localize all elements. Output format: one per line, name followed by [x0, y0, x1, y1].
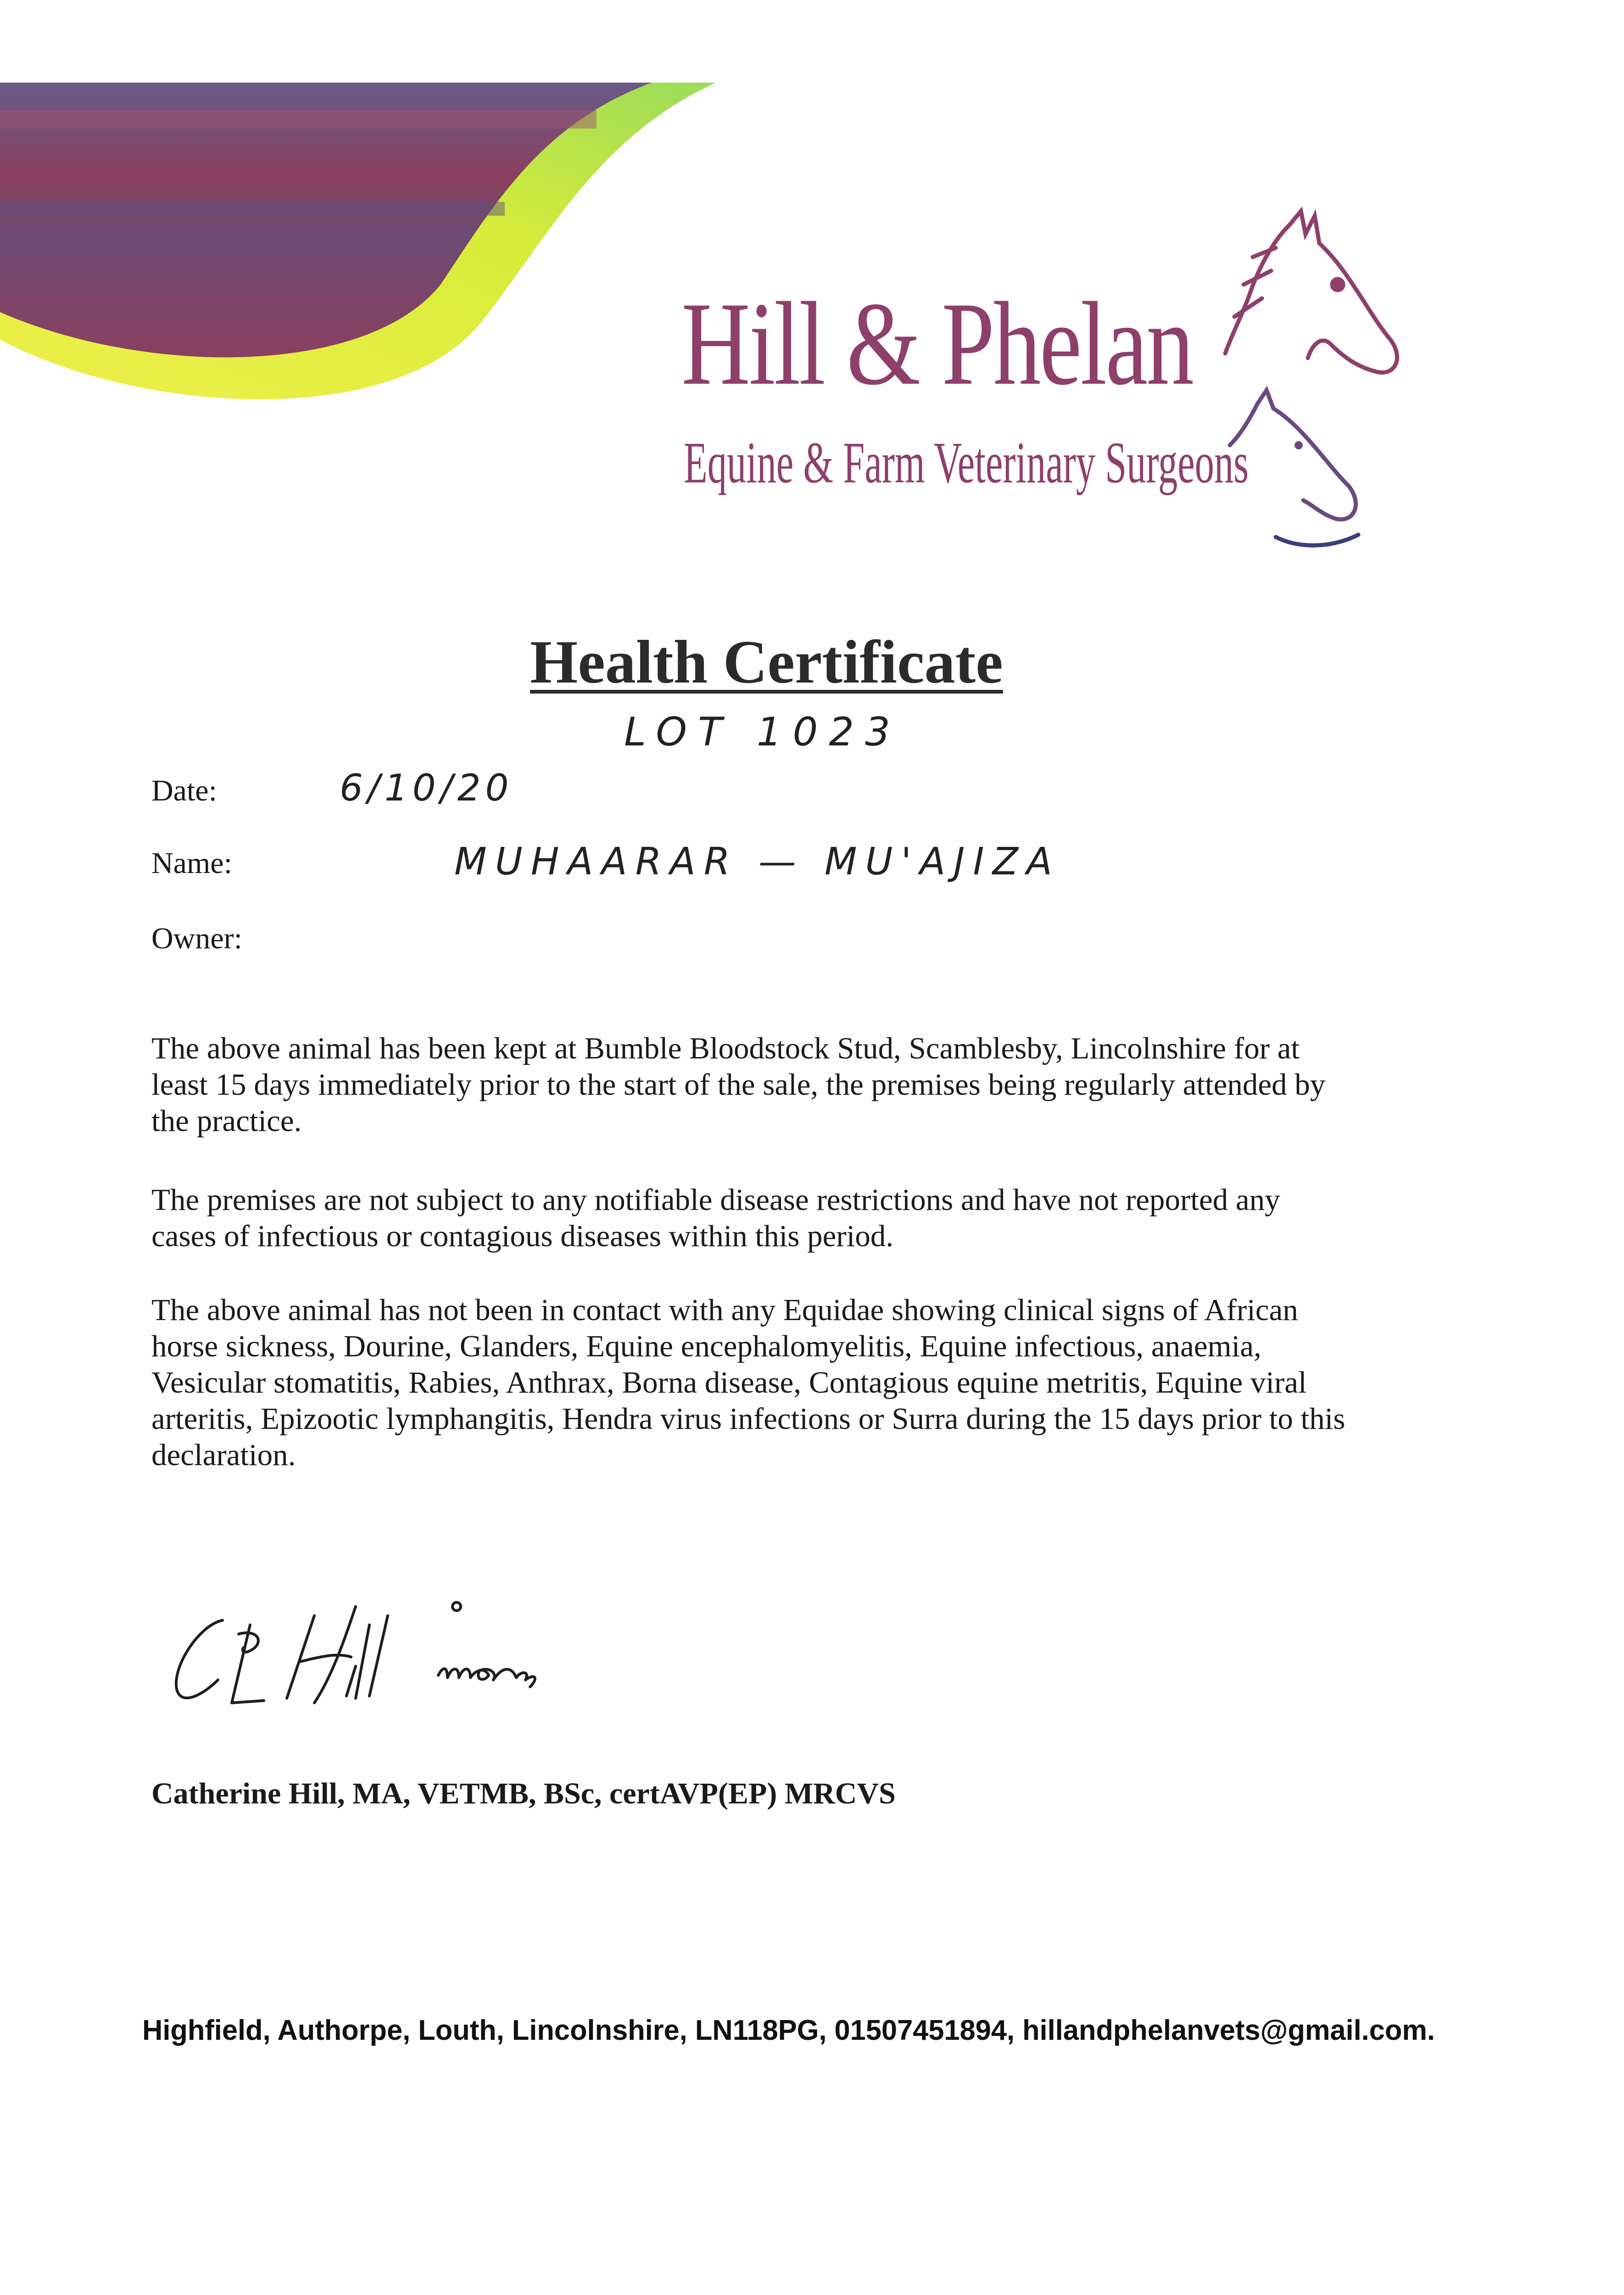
footer-contact-details: Highfield, Authorpe, Louth, Lincolnshire, LN118PG, 01507451894, hillandphelanvets@gmail.com.: [142, 2015, 1435, 2046]
paragraph-line: the practice.: [151, 1104, 302, 1138]
paragraph-no-contact-declaration: [151, 1292, 1345, 1473]
horse-heads-logo-icon: [1221, 207, 1418, 555]
name-label: Name:: [151, 846, 232, 880]
paragraph-disease-restrictions: [151, 1182, 1280, 1254]
paragraph-line: Vesicular stomatitis, Rabies, Anthrax, Borna disease, Contagious equine metritis, Equine viral: [151, 1366, 1307, 1399]
paragraph-line: The above animal has not been in contact with any Equidae showing clinical signs of African: [151, 1293, 1298, 1327]
paragraph-line: cases of infectious or contagious diseases within this period.: [151, 1219, 893, 1253]
paragraph-line: horse sickness, Dourine, Glanders, Equine encephalomyelitis, Equine infectious, anaemia,: [151, 1329, 1261, 1363]
owner-label: Owner:: [151, 922, 242, 955]
paragraph-line: least 15 days immediately prior to the start of the sale, the premises being regularly attended by: [151, 1068, 1326, 1102]
paragraph-line: arteritis, Epizootic lymphangitis, Hendra virus infections or Surra during the 15 days prior to this: [151, 1402, 1345, 1436]
handwritten-signature: [163, 1597, 677, 1726]
date-value-handwritten: 6/10/20: [340, 767, 513, 809]
paragraph-line: The above animal has been kept at Bumble Bloodstock Stud, Scamblesby, Lincolnshire for at: [151, 1031, 1300, 1065]
lot-number-handwritten: LOT 1023: [624, 709, 901, 755]
signatory-name: Catherine Hill, MA, VETMB, BSc, certAVP(EP) MRCVS: [151, 1777, 896, 1810]
letterhead-swoosh-graphic: [0, 83, 734, 413]
paragraph-line: The premises are not subject to any notifiable disease restrictions and have not reported any: [151, 1183, 1280, 1217]
name-value-handwritten: MUHAARAR — MU'AJIZA: [454, 840, 1060, 884]
practice-name-logo: Hill & Phelan: [681, 278, 1193, 410]
paragraph-line: declaration.: [151, 1438, 296, 1472]
date-label: Date:: [151, 774, 217, 807]
paragraph-premises-residency: [151, 1030, 1325, 1139]
certificate-title: Health Certificate: [530, 628, 1003, 696]
practice-subtitle: Equine & Farm Veterinary Surgeons: [684, 430, 1249, 495]
